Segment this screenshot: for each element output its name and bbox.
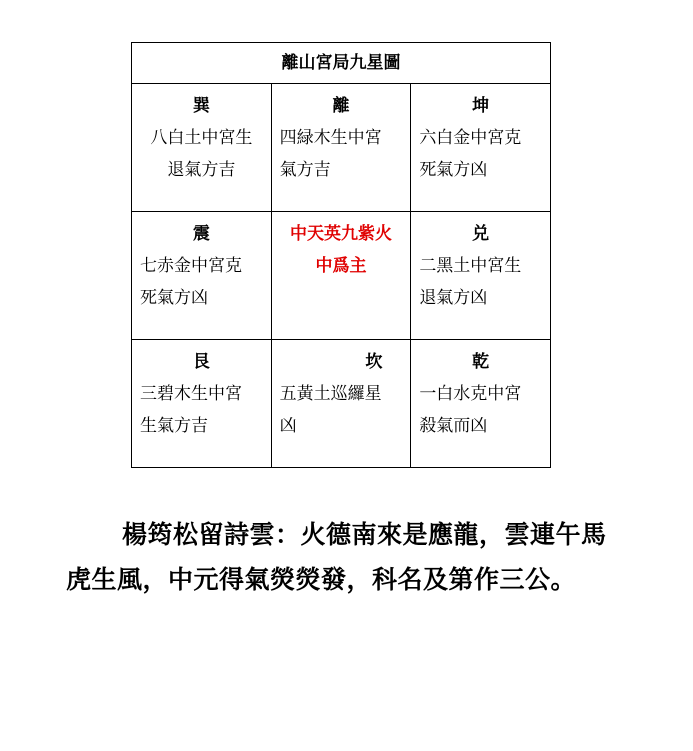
cell-text: 七赤金中宮克 <box>140 256 242 276</box>
cell-xun <box>132 84 272 212</box>
cell-li <box>271 84 411 212</box>
poem-paragraph: 楊筠松留詩雲：火德南來是應龍，雲連午馬虎生風，中元得氣熒熒發，科名及第作三公。 <box>66 520 607 594</box>
center-text: 中天英九紫火 <box>289 224 392 244</box>
cell-kan <box>271 340 411 468</box>
cell-text: 退氣方吉 <box>167 160 236 180</box>
cell-text: 六白金中宮克 <box>419 128 522 148</box>
cell-text: 生氣方吉 <box>140 416 208 436</box>
cell-text: 殺氣而凶 <box>419 416 488 436</box>
cell-text: 三碧木生中宮 <box>140 384 242 404</box>
cell-text: 退氣方凶 <box>419 288 488 308</box>
direction-label: 坎 <box>365 352 383 372</box>
direction-label: 震 <box>192 224 210 244</box>
direction-label: 巽 <box>192 96 210 116</box>
cell-text: 凶 <box>279 416 297 436</box>
cell-zhen <box>132 212 272 340</box>
cell-center <box>271 212 411 340</box>
cell-text: 一白水克中宮 <box>419 384 522 404</box>
direction-label: 乾 <box>472 352 490 372</box>
direction-label: 離 <box>332 96 350 116</box>
direction-label: 坤 <box>472 96 490 116</box>
nine-star-chart <box>131 42 551 468</box>
cell-text: 死氣方凶 <box>419 160 488 180</box>
cell-text: 八白土中宮生 <box>150 128 253 148</box>
cell-text: 二黑土中宮生 <box>419 256 522 276</box>
cell-gen <box>132 340 272 468</box>
cell-dui <box>411 212 551 340</box>
cell-text: 氣方吉 <box>279 160 331 180</box>
cell-text: 死氣方凶 <box>140 288 208 308</box>
chart-title: 離山宮局九星圖 <box>132 43 551 84</box>
center-text: 中爲主 <box>315 256 367 276</box>
direction-label: 兑 <box>472 224 490 244</box>
cell-text: 五黃土巡纙星 <box>279 384 382 404</box>
cell-text: 四緑木生中宮 <box>279 128 382 148</box>
direction-label: 艮 <box>192 352 210 372</box>
cell-kun <box>411 84 551 212</box>
cell-qian <box>411 340 551 468</box>
